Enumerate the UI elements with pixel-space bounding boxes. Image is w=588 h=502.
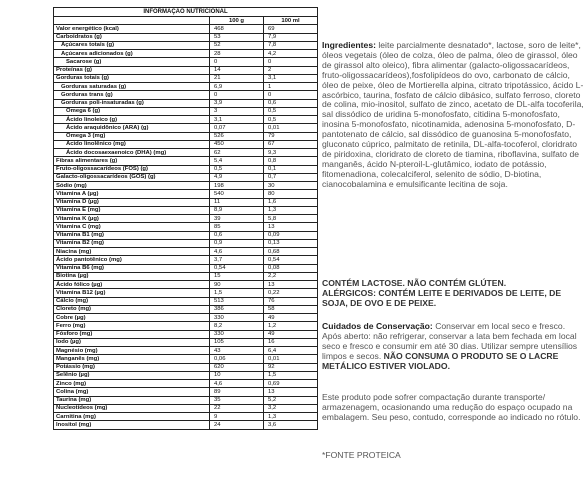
table-row — [54, 41, 318, 49]
table-row — [54, 124, 318, 132]
table-row — [54, 330, 318, 338]
value-100g-cell: 4,6 — [210, 380, 264, 388]
value-100ml-cell: 0,22 — [264, 289, 318, 297]
value-100g-cell: 6,9 — [210, 83, 264, 91]
value-100g-cell: 526 — [210, 132, 264, 140]
value-100g-cell: 62 — [210, 149, 264, 157]
nutrient-name-cell: Magnésio (mg) — [54, 347, 210, 355]
table-row — [54, 74, 318, 82]
value-100ml-cell: 6,4 — [264, 347, 318, 355]
value-100ml-cell: 5,8 — [264, 215, 318, 223]
table-row — [54, 421, 318, 429]
value-100ml-cell: 30 — [264, 182, 318, 190]
nutrient-name-cell: Vitamina E (mg) — [54, 206, 210, 214]
value-100ml-cell: 13 — [264, 388, 318, 396]
nutrient-name-cell: Ácido docosaexaenoico (DHA) (mg) — [54, 149, 210, 157]
value-100ml-cell: 58 — [264, 305, 318, 313]
value-100g-cell: 0,6 — [210, 231, 264, 239]
value-100ml-cell: 1,5 — [264, 371, 318, 379]
value-100g-cell: 9 — [210, 413, 264, 421]
value-100g-cell: 90 — [210, 281, 264, 289]
value-100ml-cell: 4,2 — [264, 50, 318, 58]
table-title-row — [54, 8, 318, 17]
value-100ml-cell: 0,54 — [264, 256, 318, 264]
value-100ml-cell: 79 — [264, 132, 318, 140]
conservation-text: Conservar em local seco e fresco. Após aberto: não refrigerar, conservar a lata bem fechada em local seco e fresco e consumir em até 30 dias. Utilizar sempre utensílios limpos e secos. — [322, 321, 578, 361]
nutrient-name-cell: Ferro (mg) — [54, 322, 210, 330]
value-100ml-cell: 0 — [264, 58, 318, 66]
value-100g-cell: 330 — [210, 314, 264, 322]
value-100ml-cell: 69 — [264, 25, 318, 33]
table-row — [54, 91, 318, 99]
compaction-block — [322, 393, 584, 423]
table-row — [54, 116, 318, 124]
nutrient-name-cell: Manganês (mg) — [54, 355, 210, 363]
value-100g-cell: 330 — [210, 330, 264, 338]
value-100ml-cell: 49 — [264, 314, 318, 322]
table-row — [54, 25, 318, 33]
footnote-text: *FONTE PROTEICA — [322, 450, 401, 460]
value-100ml-cell: 1,6 — [264, 198, 318, 206]
value-100g-cell: 386 — [210, 305, 264, 313]
compaction-text: Este produto pode sofrer compactação durante transporte/ armazenagem, ocasionando uma redução do espaço ocupado na embalagem. Seu peso, contudo, corresponde ao indicado no rótulo. — [322, 392, 581, 422]
value-100ml-cell: 49 — [264, 330, 318, 338]
table-row — [54, 50, 318, 58]
value-100g-cell: 0,07 — [210, 124, 264, 132]
table-row — [54, 132, 318, 140]
value-100ml-cell: 13 — [264, 281, 318, 289]
nutrient-name-cell: Gorduras totais (g) — [54, 74, 210, 82]
nutrient-name-cell: Vitamina B2 (mg) — [54, 239, 210, 247]
value-100ml-cell: 0,01 — [264, 355, 318, 363]
value-100g-cell: 105 — [210, 338, 264, 346]
value-100ml-cell: 92 — [264, 363, 318, 371]
value-100ml-cell: 1 — [264, 83, 318, 91]
value-100g-cell: 1,5 — [210, 289, 264, 297]
nutrient-name-cell: Nucleotídeos (mg) — [54, 404, 210, 412]
value-100ml-cell: 1,3 — [264, 413, 318, 421]
nutrient-name-cell: Vitamina B1 (mg) — [54, 231, 210, 239]
nutrient-name-cell: Taurina (mg) — [54, 396, 210, 404]
table-row — [54, 281, 318, 289]
table-row — [54, 388, 318, 396]
value-100g-cell: 24 — [210, 421, 264, 429]
value-100ml-cell: 1,3 — [264, 206, 318, 214]
value-100g-cell: 43 — [210, 347, 264, 355]
nutrient-name-cell: Sacarose (g) — [54, 58, 210, 66]
table-row — [54, 223, 318, 231]
table-row — [54, 140, 318, 148]
nutrient-name-cell: Vitamina D (µg) — [54, 198, 210, 206]
value-100g-cell: 0,06 — [210, 355, 264, 363]
value-100ml-cell: 0,68 — [264, 248, 318, 256]
nutrient-name-cell: Sódio (mg) — [54, 182, 210, 190]
value-100ml-cell: 16 — [264, 338, 318, 346]
table-row — [54, 182, 318, 190]
value-100ml-cell: 3,2 — [264, 404, 318, 412]
value-100ml-cell: 7,9 — [264, 33, 318, 41]
value-100g-cell: 11 — [210, 198, 264, 206]
value-100ml-cell: 5,2 — [264, 396, 318, 404]
conservation-block — [322, 322, 584, 372]
value-100ml-cell: 3,1 — [264, 74, 318, 82]
value-100g-cell: 8,9 — [210, 206, 264, 214]
value-100ml-cell: 67 — [264, 140, 318, 148]
value-100ml-cell: 0 — [264, 91, 318, 99]
nutrient-name-cell: Vitamina C (mg) — [54, 223, 210, 231]
value-100g-cell: 468 — [210, 25, 264, 33]
table-row — [54, 272, 318, 280]
value-100g-cell: 4,6 — [210, 248, 264, 256]
conservation-warning: NÃO CONSUMA O PRODUTO SE O LACRE METÁLICO ESTIVER VIOLADO. — [322, 350, 559, 371]
nutrient-name-cell: Galacto-oligossacarídeos (GOS) (g) — [54, 173, 210, 181]
nutrient-name-cell: Carboidratos (g) — [54, 33, 210, 41]
nutrient-name-cell: Ácido fólico (µg) — [54, 281, 210, 289]
table-row — [54, 107, 318, 115]
value-100g-cell: 450 — [210, 140, 264, 148]
table-row — [54, 413, 318, 421]
value-100g-cell: 5,4 — [210, 157, 264, 165]
table-row — [54, 355, 318, 363]
table-row — [54, 347, 318, 355]
value-100g-cell: 10 — [210, 371, 264, 379]
table-row — [54, 83, 318, 91]
table-row — [54, 380, 318, 388]
nutrient-name-cell: Gorduras saturadas (g) — [54, 83, 210, 91]
value-100ml-cell: 7,8 — [264, 41, 318, 49]
table-row — [54, 231, 318, 239]
table-header-row — [54, 17, 318, 25]
nutrient-name-cell: Gorduras trans (g) — [54, 91, 210, 99]
value-100ml-cell: 13 — [264, 223, 318, 231]
nutrient-name-cell: Cálcio (mg) — [54, 297, 210, 305]
column-header-100ml: 100 ml — [264, 17, 318, 25]
value-100g-cell: 198 — [210, 182, 264, 190]
nutrient-name-cell: Colina (mg) — [54, 388, 210, 396]
conservation-paragraph — [322, 322, 584, 372]
value-100g-cell: 53 — [210, 33, 264, 41]
footnote-block — [322, 451, 584, 461]
nutrient-name-cell: Carnitina (mg) — [54, 413, 210, 421]
value-100ml-cell: 0,69 — [264, 380, 318, 388]
table-row — [54, 190, 318, 198]
table-row — [54, 363, 318, 371]
ingredients-paragraph — [322, 41, 584, 190]
nutrient-name-cell: Vitamina B6 (mg) — [54, 264, 210, 272]
table-row — [54, 396, 318, 404]
value-100g-cell: 28 — [210, 50, 264, 58]
value-100ml-cell: 0,01 — [264, 124, 318, 132]
table-row — [54, 264, 318, 272]
nutrient-name-cell: Ômega 3 (mg) — [54, 132, 210, 140]
value-100ml-cell: 3,6 — [264, 421, 318, 429]
nutrient-name-cell: Niacina (mg) — [54, 248, 210, 256]
allergens-block — [322, 279, 584, 309]
value-100g-cell: 14 — [210, 66, 264, 74]
table-body — [54, 25, 318, 429]
value-100g-cell: 21 — [210, 74, 264, 82]
table-row — [54, 66, 318, 74]
allergen-line-2: ALÉRGICOS: CONTÉM LEITE E DERIVADOS DE LEITE, DE SOJA, DE OVO E DE PEIXE. — [322, 287, 562, 308]
nutrient-name-cell: Ácido linolênico (mg) — [54, 140, 210, 148]
nutrient-name-cell: Ácido linoleico (g) — [54, 116, 210, 124]
nutrient-name-cell: Açúcares totais (g) — [54, 41, 210, 49]
value-100ml-cell: 80 — [264, 190, 318, 198]
nutrient-name-cell: Proteínas (g) — [54, 66, 210, 74]
table-row — [54, 248, 318, 256]
value-100ml-cell: 2 — [264, 66, 318, 74]
nutrient-name-cell: Fósforo (mg) — [54, 330, 210, 338]
value-100g-cell: 15 — [210, 272, 264, 280]
nutrient-name-cell: Ômega 6 (g) — [54, 107, 210, 115]
column-header-100g: 100 g — [210, 17, 264, 25]
nutrient-name-cell: Inositol (mg) — [54, 421, 210, 429]
value-100g-cell: 89 — [210, 388, 264, 396]
value-100g-cell: 3,1 — [210, 116, 264, 124]
nutrient-name-cell: Biotina (µg) — [54, 272, 210, 280]
value-100g-cell: 620 — [210, 363, 264, 371]
value-100g-cell: 0,54 — [210, 264, 264, 272]
table-row — [54, 305, 318, 313]
value-100g-cell: 35 — [210, 396, 264, 404]
value-100ml-cell: 0,5 — [264, 107, 318, 115]
nutrient-name-cell: Ácido araquidônico (ARA) (g) — [54, 124, 210, 132]
nutrient-name-cell: Açúcares adicionados (g) — [54, 50, 210, 58]
table-row — [54, 371, 318, 379]
nutrient-name-cell: Potássio (mg) — [54, 363, 210, 371]
column-header-nutrient — [54, 17, 210, 25]
value-100g-cell: 513 — [210, 297, 264, 305]
value-100g-cell: 39 — [210, 215, 264, 223]
ingredients-label: Ingredientes: — [322, 40, 376, 50]
ingredients-block — [322, 41, 584, 190]
nutrient-name-cell: Valor energético (kcal) — [54, 25, 210, 33]
value-100ml-cell: 0,8 — [264, 157, 318, 165]
nutrient-name-cell: Vitamina A (µg) — [54, 190, 210, 198]
value-100ml-cell: 0,09 — [264, 231, 318, 239]
nutrient-name-cell: Fibras alimentares (g) — [54, 157, 210, 165]
table-row — [54, 289, 318, 297]
table-row — [54, 173, 318, 181]
nutrient-name-cell: Ácido pantotênico (mg) — [54, 256, 210, 264]
value-100ml-cell: 0,08 — [264, 264, 318, 272]
table-row — [54, 206, 318, 214]
table-row — [54, 33, 318, 41]
value-100g-cell: 0,5 — [210, 165, 264, 173]
table-row — [54, 149, 318, 157]
value-100g-cell: 3,9 — [210, 99, 264, 107]
value-100ml-cell: 9,3 — [264, 149, 318, 157]
value-100g-cell: 22 — [210, 404, 264, 412]
table-row — [54, 239, 318, 247]
value-100g-cell: 3,7 — [210, 256, 264, 264]
value-100g-cell: 85 — [210, 223, 264, 231]
table-row — [54, 99, 318, 107]
nutrient-name-cell: Iodo (µg) — [54, 338, 210, 346]
allergen-line-1: CONTÉM LACTOSE. NÃO CONTÉM GLÚTEN. — [322, 278, 507, 288]
value-100g-cell: 52 — [210, 41, 264, 49]
nutrient-name-cell: Cobre (µg) — [54, 314, 210, 322]
table-row — [54, 338, 318, 346]
value-100g-cell: 0 — [210, 58, 264, 66]
table-row — [54, 322, 318, 330]
table-row — [54, 404, 318, 412]
value-100ml-cell: 0,6 — [264, 99, 318, 107]
table-title: INFORMAÇÃO NUTRICIONAL — [54, 8, 318, 17]
nutrient-name-cell: Zinco (mg) — [54, 380, 210, 388]
value-100ml-cell: 2,2 — [264, 272, 318, 280]
value-100g-cell: 0 — [210, 91, 264, 99]
nutrient-name-cell: Selênio (µg) — [54, 371, 210, 379]
value-100g-cell: 540 — [210, 190, 264, 198]
value-100ml-cell: 1,2 — [264, 322, 318, 330]
table-row — [54, 157, 318, 165]
table-row — [54, 165, 318, 173]
table-row — [54, 58, 318, 66]
nutrient-name-cell: Fruto-oligossacarídeos (FOS) (g) — [54, 165, 210, 173]
nutrition-table — [53, 7, 318, 430]
value-100ml-cell: 76 — [264, 297, 318, 305]
nutrient-name-cell: Cloreto (mg) — [54, 305, 210, 313]
value-100g-cell: 4,9 — [210, 173, 264, 181]
value-100g-cell: 3 — [210, 107, 264, 115]
nutrient-name-cell: Gorduras poli-insaturadas (g) — [54, 99, 210, 107]
ingredients-text: leite parcialmente desnatado*, lactose, soro de leite*, óleos vegetais (óleo de colza, óleo de palma, óleo de girassol, óleo de girassol alto oleico), fibra alimentar (galacto-oligossacarídeos, fruto-oligossacarídeos),fosfolipídeos do ovo, carbonato de cálcio, óleo de peixe, óleo de Mortierella alpina, citrato tripotássico, ácido L-ascórbico, taurina, fosfato de cálcio dibásico, sulfato ferroso, cloreto de colina, mio-inositol, sulfato de zinco, acetato de DL-alfa tocoferila, sal dissódico de uridina 5-monofosfato, citidina 5-monofosfato, inosina 5-monofosfato, nicotinamida, adenosina 5-monofosfato, D-pantotenato de cálcio, sal dissódico de guanosina 5-monofosfato, gluconato cúprico, palmitato de retinila, DL-alfa-tocoferol, cloridrato de piridoxina, cloridrato de cloreto de tiamina, riboflavina, sulfato de manganês, ácido N-pteroil-L-glutâmico, iodato de potássio, fitomenadiona, colecalciferol, selenito de sódio, D-biotina, cianocobalamina e emulsificante lecitina de soja. — [322, 40, 584, 189]
conservation-label: Cuidados de Conservação: — [322, 321, 433, 331]
table-row — [54, 256, 318, 264]
nutrient-name-cell: Vitamina B12 (µg) — [54, 289, 210, 297]
table-row — [54, 198, 318, 206]
value-100ml-cell: 0,7 — [264, 173, 318, 181]
value-100g-cell: 0,9 — [210, 239, 264, 247]
value-100g-cell: 8,2 — [210, 322, 264, 330]
nutrient-name-cell: Vitamina K (µg) — [54, 215, 210, 223]
value-100ml-cell: 0,5 — [264, 116, 318, 124]
table-row — [54, 314, 318, 322]
table-row — [54, 297, 318, 305]
value-100ml-cell: 0,1 — [264, 165, 318, 173]
value-100ml-cell: 0,13 — [264, 239, 318, 247]
table-row — [54, 215, 318, 223]
